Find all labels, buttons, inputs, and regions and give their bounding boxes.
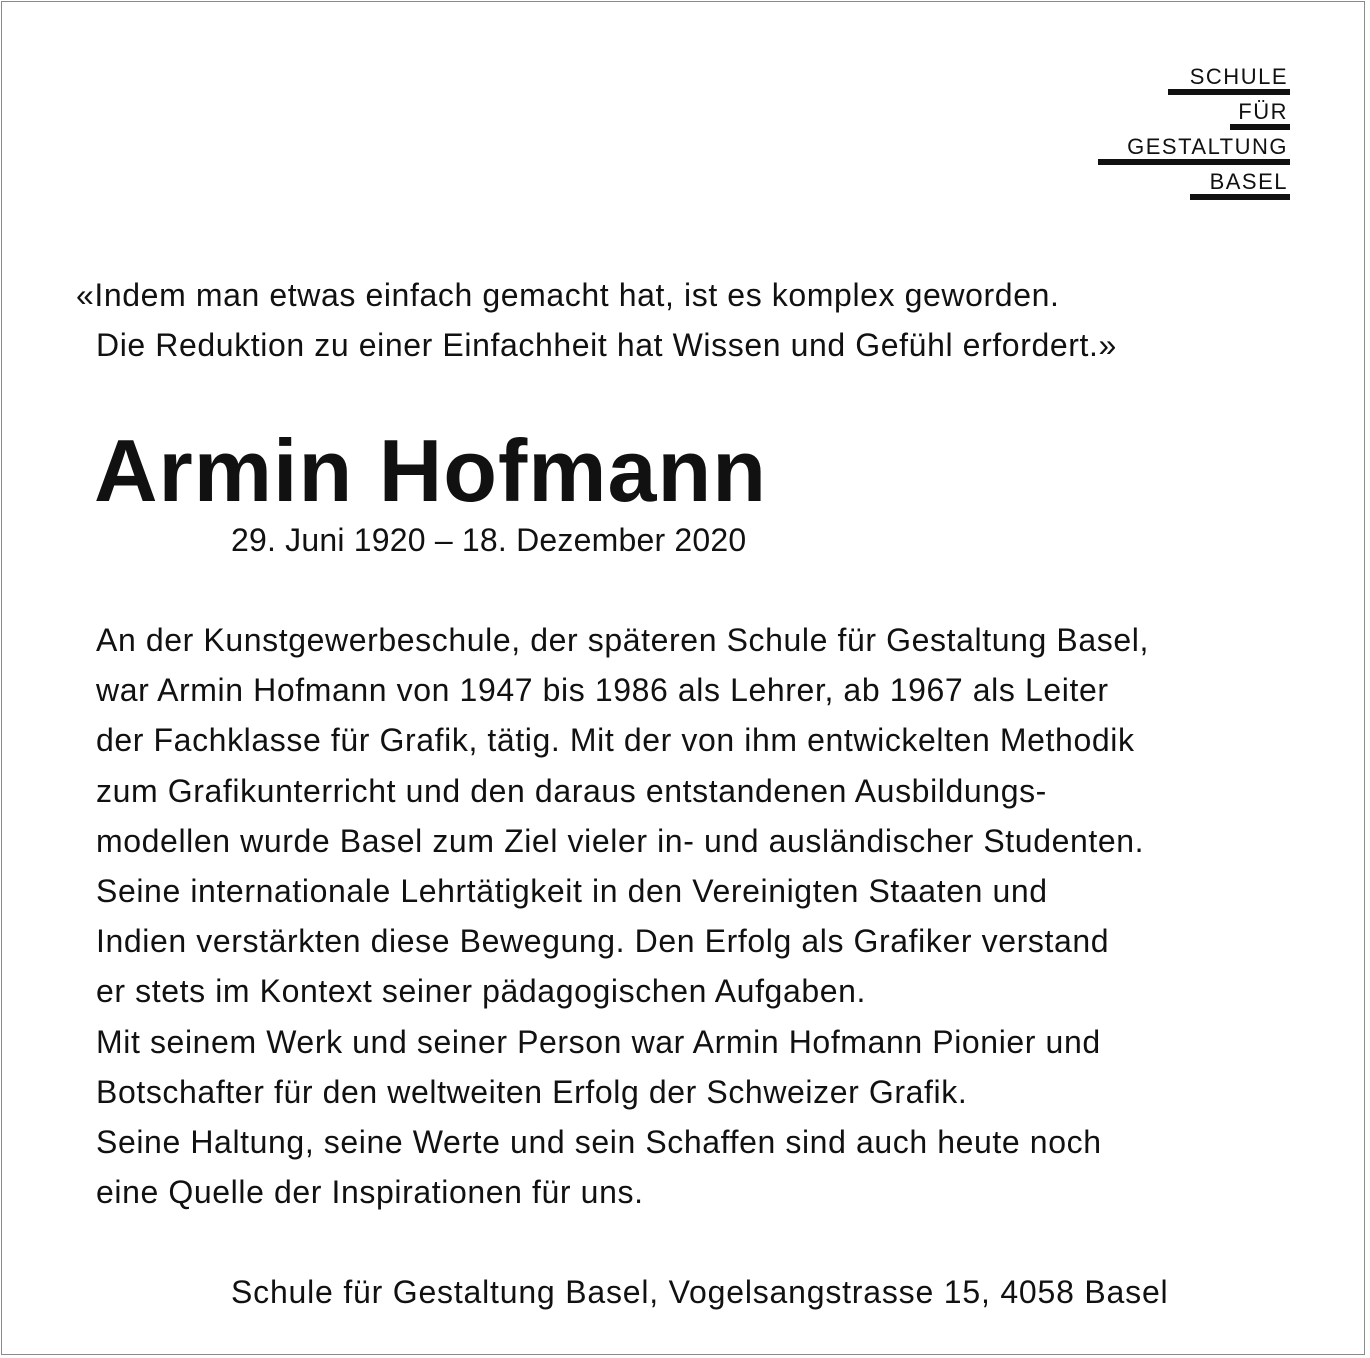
school-logo [1098, 62, 1292, 204]
quote [76, 270, 1326, 370]
logo-bar [1190, 194, 1290, 200]
body-line: war Armin Hofmann von 1947 bis 1986 als Lehrer, ab 1967 als Leiter [96, 672, 1109, 709]
body-line: eine Quelle der Inspirationen für uns. [96, 1174, 644, 1211]
logo-word-fuer: FÜR [1238, 99, 1288, 124]
person-name: Armin Hofmann [94, 421, 767, 520]
body-line: Seine Haltung, seine Werte und sein Schaffen sind auch heute noch [96, 1124, 1102, 1161]
quote-line: «Indem man etwas einfach gemacht hat, ist es komplex geworden. [76, 277, 1060, 313]
obituary-notice [1, 1, 1365, 1355]
logo-word-schule: SCHULE [1189, 64, 1288, 89]
life-dates: 29. Juni 1920 – 18. Dezember 2020 [231, 522, 747, 558]
body-line: er stets im Kontext seiner pädagogischen Aufgaben. [96, 973, 867, 1010]
logo-word-gestaltung: GESTALTUNG [1127, 134, 1288, 159]
body-line: zum Grafikunterricht und den daraus entstandenen Ausbildungs- [96, 772, 1047, 809]
body-line: der Fachklasse für Grafik, tätig. Mit der von ihm entwickelten Methodik [96, 722, 1135, 759]
logo-word-basel: BASEL [1209, 169, 1288, 194]
logo-bar [1098, 159, 1290, 165]
logo-bar [1230, 124, 1290, 130]
logo-bar [1168, 89, 1290, 95]
body-line: Indien verstärkten diese Bewegung. Den Erfolg als Grafiker verstand [96, 923, 1110, 960]
body-line: An der Kunstgewerbeschule, der späteren Schule für Gestaltung Basel, [96, 622, 1149, 658]
tribute-text [96, 615, 1326, 1217]
body-line: modellen wurde Basel zum Ziel vieler in- und ausländischer Studenten. [96, 822, 1145, 859]
body-line: Botschafter für den weltweiten Erfolg der Schweizer Grafik. [96, 1073, 968, 1110]
school-address: Schule für Gestaltung Basel, Vogelsangstrasse 15, 4058 Basel [231, 1274, 1169, 1310]
quote-line: Die Reduktion zu einer Einfachheit hat Wissen und Gefühl erfordert.» [96, 327, 1117, 363]
body-line: Mit seinem Werk und seiner Person war Armin Hofmann Pionier und [96, 1023, 1101, 1060]
body-line: Seine internationale Lehrtätigkeit in den Vereinigten Staaten und [96, 873, 1048, 910]
